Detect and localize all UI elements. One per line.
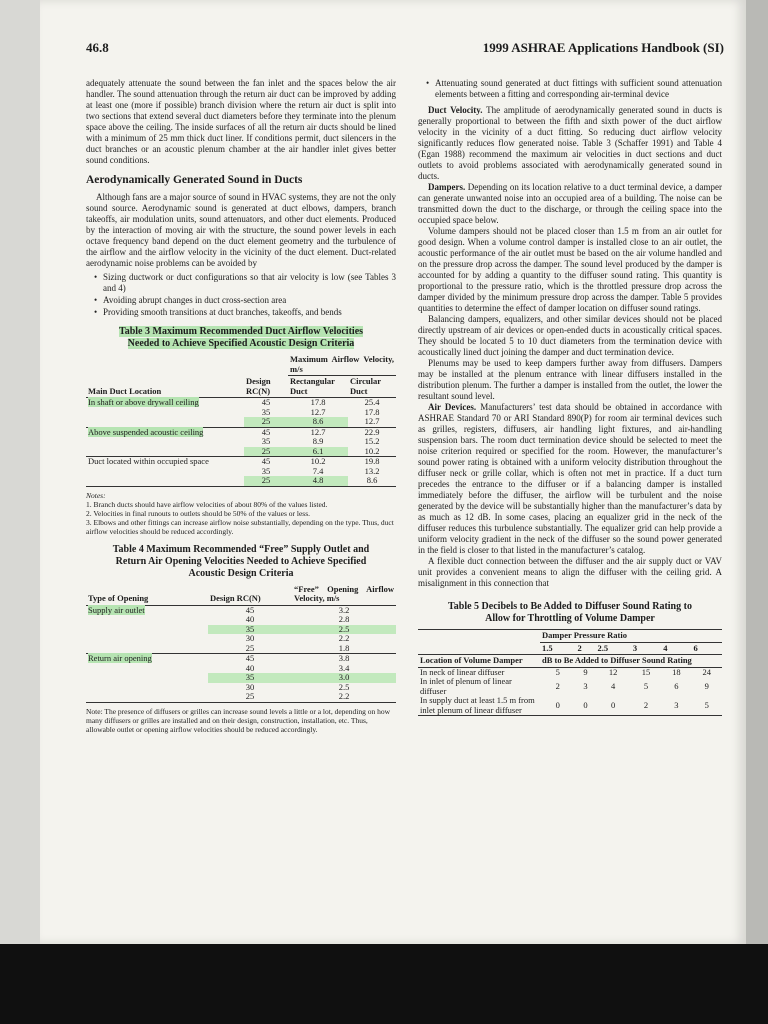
table4-note: Note: The presence of diffusers or grilles can increase sound levels a little or a lot, depending on how many diffusers or grilles are installed and on their design, construction, installation, etc. Thus, allowable outlet or opening airflow velocities should be reduced accordingly. xyxy=(86,706,391,734)
document-page xyxy=(40,0,746,944)
table3-col-design: Design RC(N) xyxy=(246,376,271,396)
table-row: In inlet of plenum of linear diffuser 2 3 4 5 6 9 xyxy=(420,676,709,696)
table3-col-rect: Rectangular Duct xyxy=(290,376,335,396)
volume-dampers-paragraph: Volume dampers should not be placed closer than 1.5 m from an air outlet for good design. When a volume control damper is installed close to an air outlet, the acoustic performance of the air outlet must be based on the air volume handled and on the pressure drop across the damper. The sound level produced by the damper is accounted for by adding a quantity to the diffuser sound rating. This quantity is proportional to the pressure ratio, which is the throttled pressure drop across the damper divided by the minimum pressure drop across the damper. Table 5 provides quantities to determine the effect of damper location on diffuser sound ratings. xyxy=(418,226,722,313)
table-row: 25 4.8 8.6 xyxy=(86,476,396,486)
table-row: 35 3.0 xyxy=(86,673,396,683)
table4-col-design: Design RC(N) xyxy=(210,593,261,603)
table3-notes: Notes: 1. Branch ducts should have airflow velocities of about 80% of the values listed. 2. Velocities in final runouts to outlets should be 50% of the values or less. 3. Elbows and other fittings can increase airflow noise substantially, depending on the type. Thus, duct airflow velocities should be reduced accordingly. xyxy=(86,490,394,536)
table-row: In shaft or above drywall ceiling 45 17.8 25.4 xyxy=(88,397,380,407)
table-row: In supply duct at least 1.5 m from inlet plenum of linear diffuser 0 0 0 2 3 5 xyxy=(418,696,722,716)
table5: Damper Pressure Ratio 1.5 2 2.5 3 4 6 Location of Volume Damper dB to Be Added to Diffuser Sound Rating In neck of linear diffuser 5 9 12 15 18 24 In inlet of plenum of linear diffuser 2 3 4 5 6 9 In supply duct at least 1.5 m from inlet plenum of linear diffuser 0 0 0 2 3 5 xyxy=(418,629,722,716)
table-row: 25 1.8 xyxy=(86,644,396,654)
air-devices-paragraph: Air Devices. Manufacturers’ test data should be obtained in accordance with ASHRAE Standard 70 or ARI Standard 890(P) for room air terminal devices such as grilles, registers, diffusers, air handling light fixtures, and air-handling suspension bars. The room duct termination device should be selected to meet the noise criterion required or specified for the room. However, the manufacturer’s sound power rating is obtained with a uniform velocity distribution throughout the diffuser neck or grille collar, which is often not met in practice. If a duct turn precedes the entrance to the diffuser or if a balancing damper is installed immediately before the diffuser, the airflow will be turbulent and the noise generated by the device will be substantially higher than the manufacturer’s data by as much as 12 dB. In some cases, placing an equalizer grid in the neck of the diffuser reduces this turbulence substantially. The equalizer grid can help provide a uniform velocity gradient in the neck of the diffuser so the sound power generated in the field is closer to that listed in the manufacturer’s catalog. xyxy=(418,402,722,555)
table-row: Duct located within occupied space 45 10.2 19.8 xyxy=(88,456,380,466)
page-number: 46.8 xyxy=(86,40,109,55)
table-row: 25 2.2 xyxy=(86,692,396,702)
list-item: • Providing smooth transitions at duct branches, takeoffs, and bends xyxy=(94,307,342,317)
list-item: • Sizing ductwork or duct configurations so that air velocity is low (see Tables 3 and 4) xyxy=(94,272,396,293)
table-row: 35 12.7 17.8 xyxy=(261,406,380,417)
table3-col-circ: Circular Duct xyxy=(350,376,382,396)
table-row: Supply air outlet 45 3.2 xyxy=(88,604,350,615)
attenuation-list xyxy=(418,78,722,100)
table-row: 30 2.2 xyxy=(245,633,350,643)
table-row: 30 2.5 xyxy=(245,681,350,692)
table-row: 40 3.4 xyxy=(245,662,350,673)
list-item: • Avoiding abrupt changes in duct cross-section area xyxy=(94,295,287,305)
table4-col-velocity: “Free” Opening Airflow Velocity, m/s xyxy=(294,583,394,603)
flexible-duct-paragraph: A flexible duct connection between the diffuser and the air supply duct or VAV unit provides a convenient means to align the diffuser with the ceiling grid. A misalignment in this connection that xyxy=(418,556,722,588)
table4-title: Table 4 Maximum Recommended “Free” Supply Outlet and Return Air Opening Velocities Needed to Achieve Specified Acoustic Design Criteria xyxy=(112,543,370,579)
list-item: • Attenuating sound generated at duct fittings with sufficient sound attenuation elements between a fitting and corresponding air-terminal device xyxy=(426,78,722,99)
table5-title: Table 5 Decibels to Be Added to Diffuser Sound Rating to Allow for Throttling of Volume Damper xyxy=(448,601,692,624)
plenums-paragraph: Plenums may be used to keep dampers further away from diffusers. Dampers may be installed at the plenum entrance with linear diffusers installed in the distribution plenum. The further a damper is installed from the outlet, the lower the resultant sound level. xyxy=(418,358,722,401)
table-row: 40 2.8 xyxy=(245,614,350,624)
table3-col-location: Main Duct Location xyxy=(88,385,162,396)
table4-col-type: Type of Opening xyxy=(88,593,149,603)
table-row: Return air opening 45 3.8 xyxy=(88,653,350,663)
table5-sub-header: dB to Be Added to Diffuser Sound Rating xyxy=(542,655,692,665)
table3 xyxy=(86,354,396,487)
noise-avoidance-list xyxy=(86,272,396,318)
table-row: 35 2.5 xyxy=(86,625,396,635)
table-row: Above suspended acoustic ceiling 45 12.7 22.9 xyxy=(88,426,380,437)
table3-title: Table 3 Maximum Recommended Duct Airflow Velocities Needed to Achieve Specified Acoustic Design Criteria xyxy=(118,326,364,349)
dampers-paragraph: Dampers. Depending on its location relative to a duct terminal device, a damper can generate unwanted noise into an occupied area of a building. The noise can be transmitted down the duct to the discharge, or through the ceiling space into the occupied space below. xyxy=(418,182,722,225)
table4 xyxy=(86,584,396,703)
table5-group-header: Damper Pressure Ratio xyxy=(540,630,722,643)
running-header xyxy=(86,40,724,58)
table-row: 25 8.6 12.7 xyxy=(86,417,396,427)
section-heading: Aerodynamically Generated Sound in Ducts xyxy=(86,174,303,186)
balancing-paragraph: Balancing dampers, equalizers, and other similar devices should not be placed directly upstream of air devices or open-ended ducts in acoustically critical spaces. They should be located 5 to 10 duct diameters from the termination device with acoustically lined duct joining the damper and duct termination device. xyxy=(418,314,722,357)
table3-group-header: Maximum Airflow Velocity, m/s xyxy=(290,354,394,374)
table-row: In neck of linear diffuser 5 9 12 15 18 24 xyxy=(420,666,711,677)
table-row: 35 8.9 15.2 xyxy=(261,436,380,446)
dark-background-surface xyxy=(0,944,768,1024)
intro-paragraph: adequately attenuate the sound between the fan inlet and the spaces below the air handler. The sound attenuation through the return air duct can be improved by adding at least one (more if possible) branch division where the return air duct is split into two sections that extend several duct diameters before they terminate into the plenum space above the ceiling. The inside surfaces of all the return air ducts should be lined with a minimum of 25 mm thick duct liner. If conditions permit, duct silencers in the duct branches or an acoustic plenum chamber at the air handler inlet gives better sound conditions. xyxy=(86,78,396,165)
section-paragraph: Although fans are a major source of sound in HVAC systems, they are not the only sound source. Aerodynamic sound is generated at duct elbows, dampers, branch takeoffs, air modulation units, sound attenuators, and other duct elements. Produced by the interaction of moving air with the structure, the sound power levels in each octave frequency band depend on the duct element geometry and the turbulence of the airflow and the airflow velocity in the vicinity of the duct element. Duct-related aerodynamic noise problems can be avoided by xyxy=(86,192,396,268)
left-column xyxy=(86,78,396,734)
scan-left-margin xyxy=(0,0,40,944)
table-row: 25 6.1 10.2 xyxy=(86,447,396,457)
table-row: 35 7.4 13.2 xyxy=(261,465,380,476)
scan-right-margin xyxy=(746,0,768,944)
right-column xyxy=(418,78,722,716)
duct-velocity-paragraph: Duct Velocity. The amplitude of aerodynamically generated sound in ducts is generally proportional to between the fifth and sixth power of the duct airflow velocity in the vicinity of a duct fitting. So reducing duct airflow velocity significantly reduces flow generated noise. Table 3 (Schaffer 1991) and Table 4 (Egan 1988) recommend the maximum air velocities in duct sections and duct outlets to avoid problems associated with aerodynamically generated sound in ducts. xyxy=(418,105,722,181)
handbook-title: 1999 ASHRAE Applications Handbook (SI) xyxy=(482,40,724,55)
table5-col-location: Location of Volume Damper xyxy=(420,655,523,665)
